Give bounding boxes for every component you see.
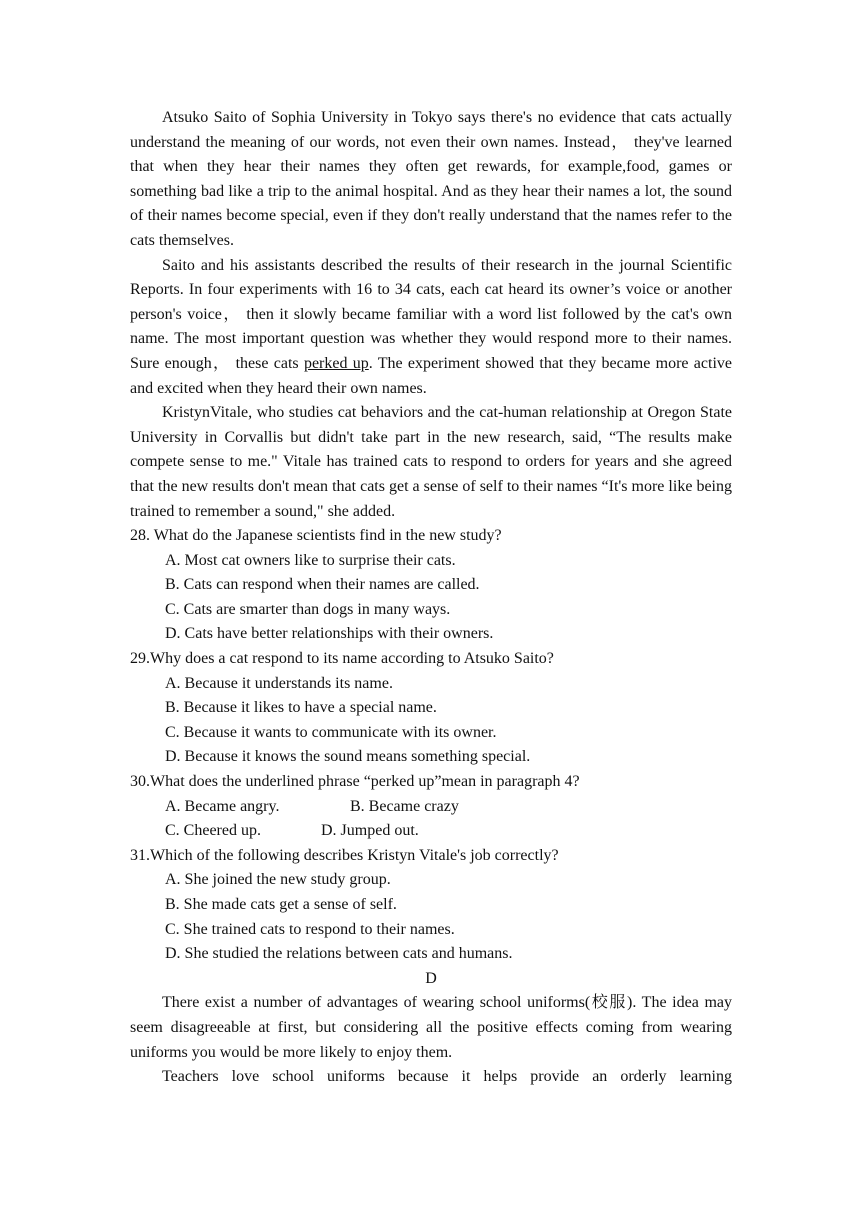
options-30-row-1	[130, 795, 732, 820]
question-31: 31.Which of the following describes Kristyn Vitale's job correctly?	[130, 846, 559, 864]
option-31-c: C. She trained cats to respond to their names.	[165, 920, 455, 938]
paragraph-uniforms-advantages: There exist a number of advantages of wearing school uniforms(校服). The idea may seem disagreeable at first, but considering all the positive effects coming from wearing uniforms you would be more likely to enjoy them.	[130, 994, 732, 1061]
paragraph-saito-research	[130, 254, 732, 402]
paragraph-saito-evidence: Atsuko Saito of Sophia University in Tokyo says there's no evidence that cats actually understand the meaning of our words, not even their own names. Instead， they've learned that when they hear their names they often get rewards, for example,food, games or something bad like a trip to the animal hospital. And as they hear their names a lot, the sound of their names become special, even if they don't really understand that the names refer to the cats themselves.	[130, 109, 732, 249]
option-30-d: D. Jumped out.	[321, 822, 419, 840]
paragraph-uniforms-teachers: Teachers love school uniforms because it helps provide an orderly learning	[162, 1068, 732, 1086]
option-30-a: A. Became angry.	[165, 797, 280, 815]
option-29-d: D. Because it knows the sound means something special.	[165, 748, 531, 766]
section-heading: D	[425, 969, 437, 987]
option-29-b: B. Because it likes to have a special name.	[165, 699, 437, 717]
option-30-b: B. Became crazy	[350, 797, 459, 815]
options-30-row-2	[130, 819, 732, 844]
option-31-d: D. She studied the relations between cats and humans.	[165, 945, 513, 963]
option-31-a: A. She joined the new study group.	[165, 871, 391, 889]
option-31-b: B. She made cats get a sense of self.	[165, 896, 397, 913]
question-29: 29.Why does a cat respond to its name according to Atsuko Saito?	[130, 650, 554, 668]
question-30: 30.What does the underlined phrase “perked up”mean in paragraph 4?	[130, 773, 580, 791]
document-page	[130, 106, 732, 1090]
option-28-c: C. Cats are smarter than dogs in many ways.	[165, 600, 451, 618]
option-28-d: D. Cats have better relationships with their owners.	[165, 625, 494, 643]
option-30-c: C. Cheered up.	[165, 822, 261, 840]
option-28-b: B. Cats can respond when their names are called.	[165, 576, 480, 594]
paragraph-text: Saito and his assistants described the results of their research in the journal Scientific Reports. In four experiments with 16 to 34 cats, each cat heard its owner’s voice or another person's voice， then it slowly became familiar with a word list followed by the cat's own name. The most important question was whether they would respond more to their names. Sure enough， these cats	[130, 256, 732, 372]
option-29-a: A. Because it understands its name.	[165, 674, 393, 692]
option-28-a: A. Most cat owners like to surprise their cats.	[165, 551, 456, 569]
paragraph-vitale: KristynVitale, who studies cat behaviors and the cat-human relationship at Oregon State University in Corvallis but didn't take part in the new research, said, “The results make compete sense to me." Vitale has trained cats to respond to orders for years and she agreed that the new results don't mean that cats get a sense of self to their names “It's more like being trained to remember a sound," she added.	[130, 404, 732, 520]
option-29-c: C. Because it wants to communicate with its owner.	[165, 723, 497, 741]
underlined-phrase: perked up	[303, 354, 369, 372]
paragraph-text: . The experiment showed that they became more active and excited when they heard their own names.	[130, 354, 732, 397]
question-28: 28. What do the Japanese scientists find in the new study?	[130, 527, 502, 545]
